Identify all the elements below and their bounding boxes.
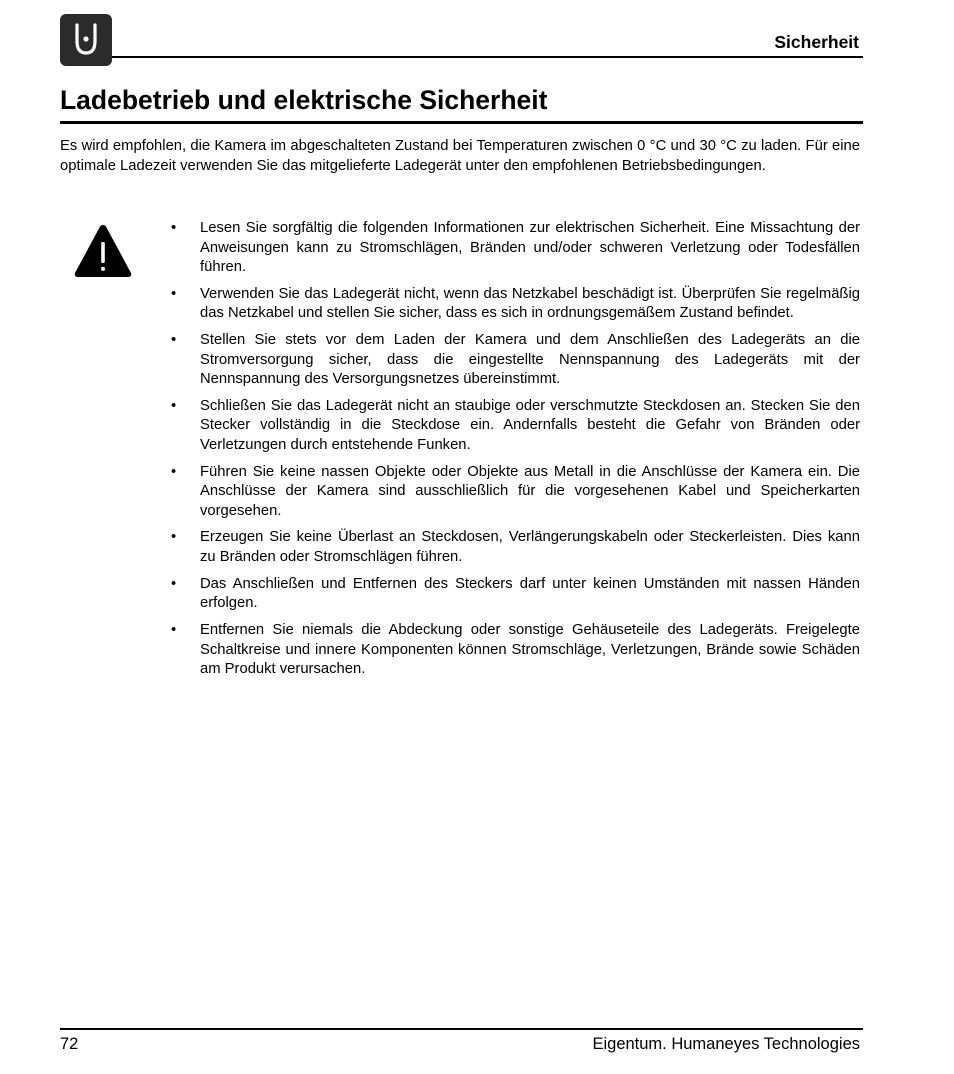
bullet-marker: • bbox=[171, 285, 177, 302]
bullet-item bbox=[170, 463, 860, 522]
warning-triangle-icon bbox=[72, 222, 134, 280]
title-divider bbox=[60, 121, 863, 124]
bullet-text: Lesen Sie sorgfältig die folgenden Informationen zur elektrischen Sicherheit. Eine Missachtung der Anweisungen kann zu Stromschlägen, Bränden und/oder schweren Verletzung oder Todesfällen führen. bbox=[200, 220, 860, 275]
bullet-text: Entfernen Sie niemals die Abdeckung oder sonstige Gehäuseteile des Ladegeräts. Freigelegte Schaltkreise und innere Komponenten können Stromschläge, Verletzungen, Brände sowie Schäden am Produkt verursachen. bbox=[200, 622, 860, 678]
intro-paragraph: Es wird empfohlen, die Kamera im abgeschalteten Zustand bei Temperaturen zwischen 0 °C und 30 °C zu laden. Für eine optimale Ladezeit verwenden Sie das mitgelieferte Ladegerät unter den empfohlenen Betriebsbedingungen. bbox=[60, 138, 860, 174]
footer-divider bbox=[60, 1028, 863, 1030]
bullet-text: Verwenden Sie das Ladegerät nicht, wenn das Netzkabel beschädigt ist. Überprüfen Sie regelmäßig das Netzkabel und stellen Sie sicher, dass es sich in ordnungsgemäßem Zustand befindet. bbox=[200, 285, 860, 322]
bullet-item bbox=[170, 621, 860, 680]
bullet-marker: • bbox=[171, 332, 177, 349]
header-divider bbox=[112, 56, 863, 58]
safety-bullet-list bbox=[170, 219, 860, 687]
footer-copyright: Eigentum. Humaneyes Technologies bbox=[592, 1035, 860, 1053]
bullet-marker: • bbox=[171, 463, 177, 480]
page-number: 72 bbox=[60, 1035, 79, 1053]
bullet-item bbox=[170, 285, 860, 324]
bullet-text: Schließen Sie das Ladegerät nicht an staubige oder verschmutzte Steckdosen an. Stecken Sie den Stecker vollständig in die Steckdose ein. Andernfalls besteht die Gefahr von Bränden oder Verletzungen durch entstehende Funken. bbox=[200, 397, 860, 453]
bullet-text: Führen Sie keine nassen Objekte oder Objekte aus Metall in die Anschlüsse der Kamera ein. Die Anschlüsse der Kamera sind ausschließlich für die vorgesehenen Kabel und Speicherkarten vorgesehen. bbox=[200, 463, 860, 519]
section-label: Sicherheit bbox=[774, 32, 859, 52]
bullet-item bbox=[170, 331, 860, 390]
bullet-item bbox=[170, 397, 860, 456]
page-title: Ladebetrieb und elektrische Sicherheit bbox=[60, 85, 548, 115]
bullet-text: Stellen Sie stets vor dem Laden der Kamera und dem Anschließen des Ladegeräts an die Stromversorgung sicher, dass die eingestellte Nennspannung des Ladegeräts mit der Nennspannung des Versorgungsnetzes übereinstimmt. bbox=[200, 332, 860, 388]
bullet-item bbox=[170, 575, 860, 614]
bullet-marker: • bbox=[171, 220, 177, 236]
bullet-marker: • bbox=[171, 575, 177, 592]
bullet-text: Das Anschließen und Entfernen des Steckers darf unter keinen Umständen mit nassen Händen erfolgen. bbox=[200, 575, 860, 612]
bullet-marker: • bbox=[171, 622, 177, 639]
bullet-marker: • bbox=[171, 397, 177, 414]
bullet-text: Erzeugen Sie keine Überlast an Steckdosen, Verlängerungskabeln oder Steckerleisten. Dies kann zu Bränden oder Stromschlägen führen. bbox=[200, 529, 860, 565]
bullet-marker: • bbox=[171, 529, 177, 546]
bullet-item bbox=[170, 219, 860, 278]
bullet-item bbox=[170, 528, 860, 567]
humaneyes-logo-icon bbox=[60, 14, 112, 66]
